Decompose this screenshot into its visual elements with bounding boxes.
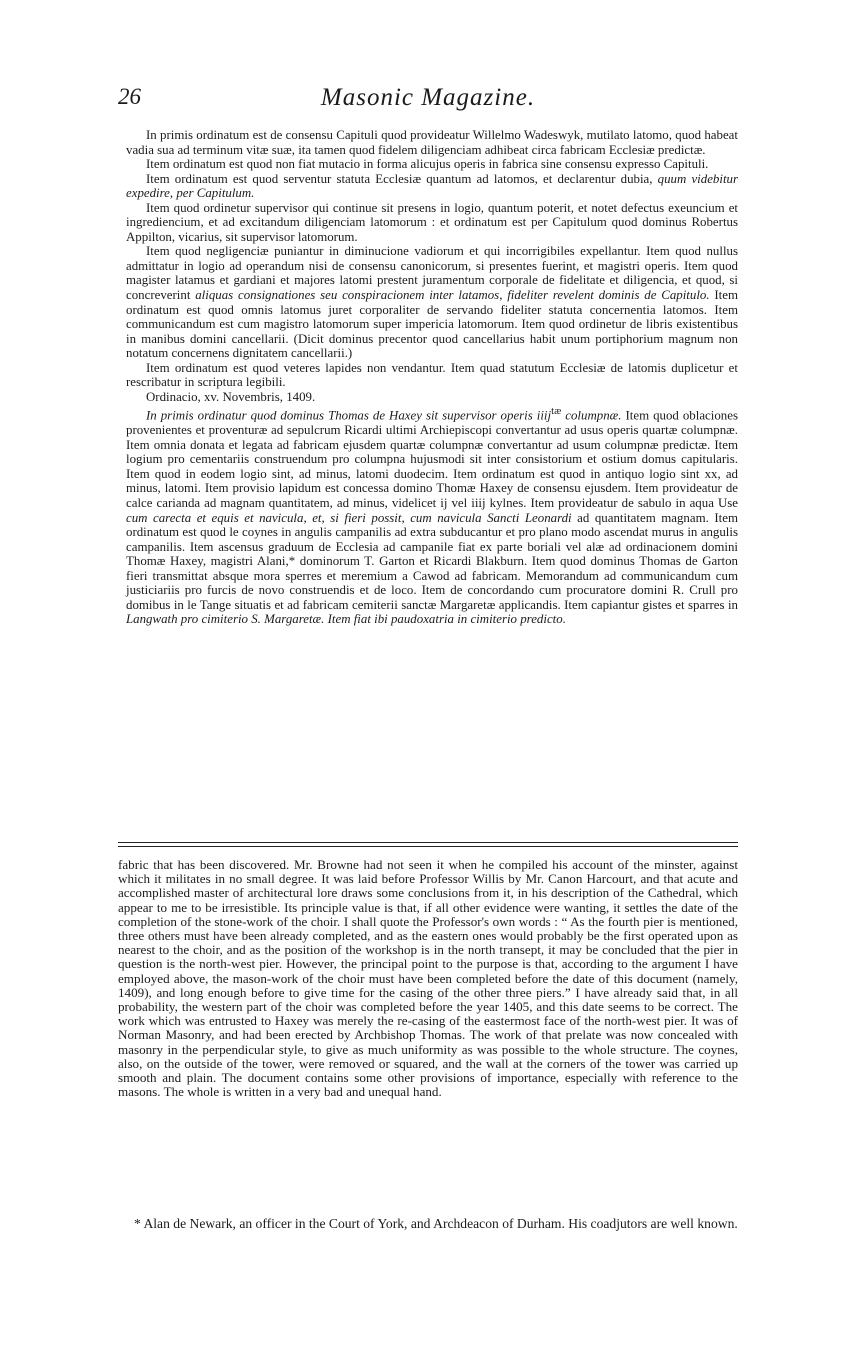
- ordinance-date: Ordinacio, xv. Novembris, 1409.: [146, 389, 316, 404]
- latin-text: ad quantitatem magnam. Item ordinatum est quod le coynes in angulis campanilis ad extra subducantur et pro plano modo ascendat murus in angulis campanilis. Item ascensus graduum de Ecclesia ad campanile fiat ex parte boriali vel alæ ad ordinacionem domini Thomæ Haxey, magistri Alani,* dominorum T. Garton et Ricardi Blakburn. Item quod dominus Thomas de Garton fieri transmittat absque mora sperres et meremium a Cawod ad fabricam. Memorandum ad communicandum cum justiciariis pro furcis de novo construendis et de loco. Item de concordando cum procuratore domini R. Crull pro domibus in le Tange situatis et ad fabricam cemiterii sanctæ Margaretæ applicandis. Item capiantur gistes et sparres in: [126, 510, 738, 612]
- latin-paragraph: [126, 244, 738, 360]
- latin-text: Item quod oblaciones provenientes et proventuræ ad sepulcrum Ricardi ultimi Archiepiscopi convertantur ad usus operis quartæ columpnæ. Item omnia donata et legata ad fabricam ejusdem quartæ columpnæ convertantur ad usum columpnæ predictæ. Item logium pro cementariis construendum pro columpna hujusmodi sit inter consistorium et ostium domus capitularis. Item quod in eodem logio sint, ad minus, latomi duodecim. Item ordinatum est quod in antiquo logio sint xx, ad minus, latomi. Item provisio lapidum est concessa domino Thomæ Haxey de consensu ejusdem. Item provideatur de calce carianda ad magnam quantitatem, ad minus, videlicet ij vel iiij kylnes. Item provideatur de sabulo in aqua Use: [126, 408, 738, 510]
- page-number: 26: [118, 84, 141, 109]
- latin-paragraph: [126, 172, 738, 201]
- latin-paragraph: [126, 404, 738, 627]
- latin-italic-text: Thomas de Haxey: [328, 408, 422, 423]
- latin-text: Item ordinatum est quod omnis latomus juret corporaliter de servando fideliter statuta concernentia latomos. Item communicandum est cum magistro latomorum super impericia latomorum. Item quod ordinetur de libris existentibus in manibus domini cancellarii. (Dicit dominus precentor quod cancellarius habit unum portiphorium magnum non notatum concernens dignitatem cancellarii.): [126, 288, 738, 361]
- commentary-paragraph: fabric that has been discovered. Mr. Browne had not seen it when he compiled his account of the minster, against which it militates in no small degree. It was laid before Professor Willis by Mr. Canon Harcourt, and that acute and accomplished master of architectural lore draws some conclusions from it, in his description of the Cathedral, which appear to me to be irresistible. Its principle value is that, if all other evidence were wanting, it settles the date of the completion of the stone-work of the choir. I shall quote the Professor's own words : “ As the fourth pier is mentioned, three others must have been already completed, and as the eastern ones would probably be the first operated upon as nearest to the choir, and as the position of the workshop is in the north transept, it may be concluded that the pier in question is the north-west pier. However, the principal point to the purpose is that, according to the argument I have employed above, the mason-work of the choir must have been completed before the date of this document (namely, 1409), and long enough before to give time for the casing of the other three piers.” I have already said that, in all probability, the western part of the choir was completed before the year 1405, and this date seems to be correct. The work which was entrusted to Haxey was merely the re-casing of the eastermost face of the north-west pier. It was of Norman Masonry, and had been erected by Archbishop Thomas. The work of that prelate was now concealed with masonry in the perpendicular style, to give as much uniformity as was possible to the whole structure. The coynes, also, on the outside of the tower, were removed or squared, and the wall at the corners of the tower was carried up smooth and plain. The document contains some other provisions of importance, especially with reference to the masons. The whole is written in a very bad and unequal hand.: [118, 857, 738, 1100]
- latin-ordinances: [126, 128, 738, 627]
- divider-rule: [118, 846, 738, 847]
- latin-text: Item ordinatum est quod serventur statuta Ecclesiæ quantum ad latomos, et declarentur dubia,: [146, 171, 658, 186]
- latin-italic-text: columpnæ.: [561, 408, 622, 423]
- running-title: Masonic Magazine.: [320, 84, 536, 111]
- latin-italic-text: quum videbitur expedire, per Capitulum.: [126, 171, 738, 201]
- footnote: [118, 1216, 738, 1231]
- divider-rule: [118, 842, 738, 843]
- english-commentary: [118, 858, 738, 1099]
- latin-paragraph: In primis ordinatum est de consensu Capituli quod provideatur Willelmo Wadeswyk, mutilato latomo, quod habeat vadia sua ad terminum vitæ suæ, ita tamen quod fidelem diligenciam adhibeat circa fabricam Ecclesiæ predictæ.: [126, 128, 738, 157]
- latin-italic-text: Langwath pro cimiterio S. Margaretæ. Item fiat ibi paudoxatria in cimiterio predicto.: [126, 612, 566, 627]
- latin-italic-text: sit supervisor operis iiij: [421, 408, 552, 423]
- latin-paragraph: Item ordinatum est quod non fiat mutacio in forma alicujus operis in fabrica sine consensu expresso Capituli.: [146, 157, 709, 172]
- latin-text: Item quod negligenciæ puniantur in diminucione vadiorum et qui incorrigibiles expellantur. Item quod nullus admittatur in logio ad operandum nisi de consensu canonicorum, si presentes fuerint, et magistri operis. Item quod magister latamus et gardiani et majores latomi prestent juramentum corporale de fidelitate et diligencia, et quod, si concreverint: [126, 244, 738, 303]
- latin-italic-text: cum carecta et equis et navicula, et, si fieri possit, cum navicula Sancti Leonardi: [126, 510, 572, 525]
- superscript: tæ: [551, 405, 562, 418]
- latin-italic-text: In primis ordinatur quod dominus: [146, 408, 329, 423]
- footnote-text: * Alan de Newark, an officer in the Court of York, and Archdeacon of Durham. His coadjutors are well known.: [134, 1216, 738, 1231]
- page-header: [118, 84, 738, 120]
- latin-paragraph: Item ordinatum est quod veteres lapides non vendantur. Item quad statutum Ecclesiæ de latomis duplicetur et rescribatur in scriptura legibili.: [126, 360, 738, 390]
- latin-paragraph: Item quod ordinetur supervisor qui continue sit presens in logio, quantum poterit, et notet defectus exeuncium et ingrediencium, et ad excitandum diligenciam latomorum : et ordinatum est per Capitulum quod dominus Robertus Appilton, vicarius, sit supervisor latomorum.: [126, 200, 738, 244]
- latin-italic-text: aliquas consignationes seu conspiracionem inter latamos, fideliter revelent dominis de Capitulo.: [195, 288, 710, 303]
